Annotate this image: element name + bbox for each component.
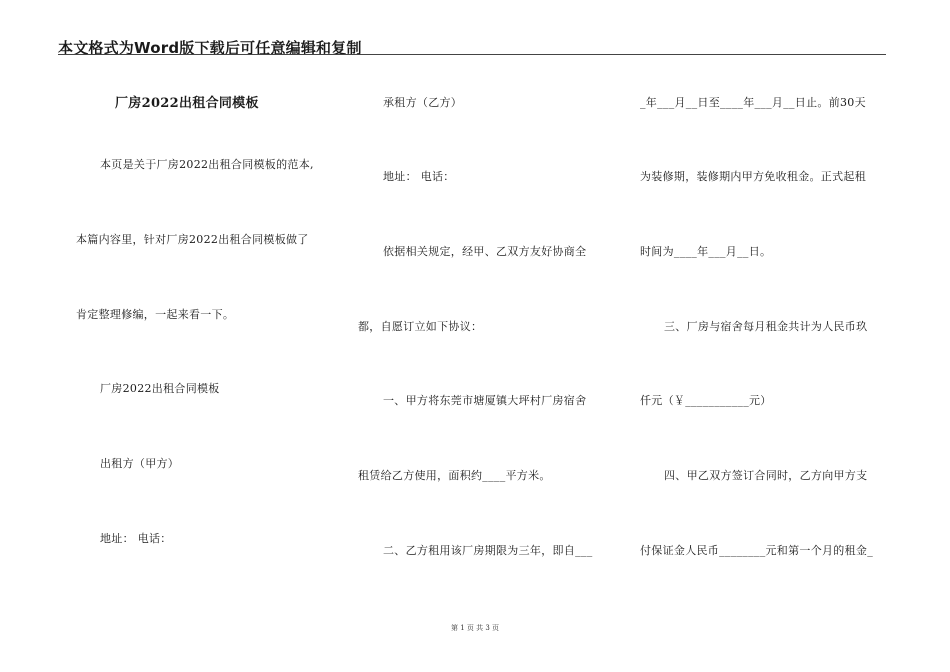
paragraph-line: 时间为____年___月__日。 — [640, 245, 772, 258]
document-title: 厂房2022出租合同模板 — [115, 96, 259, 111]
paragraph-line: 仟元（￥___________元） — [640, 394, 772, 407]
paragraph-line: 付保证金人民币________元和第一个月的租金_ — [640, 544, 873, 557]
paragraph-line: 出租方（甲方） — [100, 457, 180, 470]
paragraph-line: _年___月__日至____年___月__日止。前30天 — [640, 96, 866, 109]
paragraph-line: 厂房2022出租合同模板 — [100, 382, 220, 395]
document-header: 本文格式为Word版下载后可任意编辑和复制 — [58, 39, 362, 57]
paragraph-line: 地址： 电话： — [383, 170, 455, 183]
paragraph-line: 四、甲乙双方签订合同时，乙方向甲方支 — [664, 469, 868, 482]
paragraph-line: 二、乙方租用该厂房期限为三年，即自___ — [383, 544, 593, 557]
paragraph-line: 一、甲方将东莞市塘厦镇大坪村厂房宿舍 — [383, 394, 587, 407]
paragraph-line: 本页是关于厂房2022出租合同模板的范本, — [100, 158, 314, 171]
header-divider — [58, 54, 886, 55]
paragraph-line: 三、厂房与宿舍每月租金共计为人民币玖 — [664, 320, 868, 333]
paragraph-line: 依据相关规定，经甲、乙双方友好协商全 — [383, 245, 587, 258]
paragraph-line: 都，自愿订立如下协议： — [358, 320, 483, 333]
paragraph-line: 承租方（乙方） — [383, 96, 463, 109]
paragraph-line: 肯定整理修编，一起来看一下。 — [76, 308, 235, 321]
paragraph-line: 地址： 电话： — [100, 532, 172, 545]
page-number: 第 1 页 共 3 页 — [450, 624, 500, 632]
paragraph-line: 本篇内容里，针对厂房2022出租合同模板做了 — [76, 233, 309, 246]
paragraph-line: 为装修期，装修期内甲方免收租金。正式起租 — [640, 170, 866, 183]
paragraph-line: 租赁给乙方使用，面积约____平方米。 — [358, 469, 551, 482]
